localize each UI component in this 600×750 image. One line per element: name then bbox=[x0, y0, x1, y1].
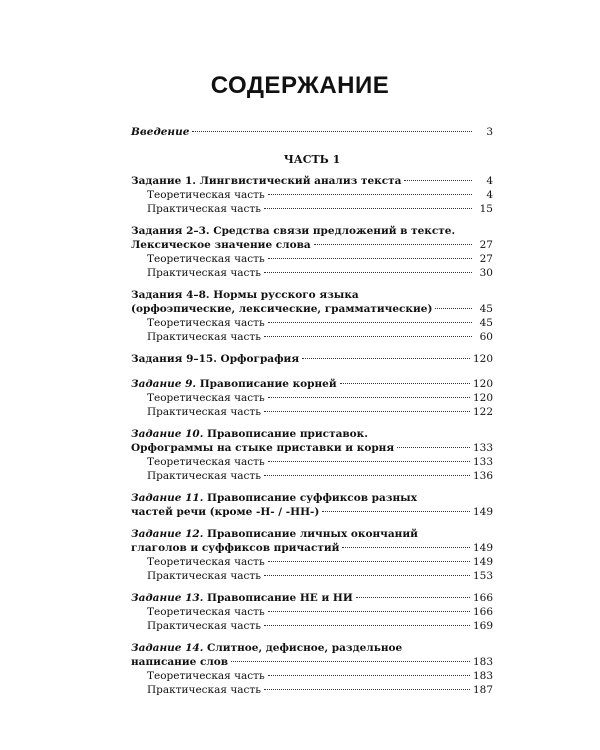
page-number: 133 bbox=[472, 456, 493, 468]
toc-entry-title-line bbox=[131, 641, 493, 655]
dot-leader bbox=[264, 411, 470, 412]
toc-subentry-theory[interactable] bbox=[131, 555, 493, 569]
toc-entry-title-line bbox=[131, 427, 493, 441]
dot-leader bbox=[264, 336, 472, 337]
toc-entry-title: Правописание приставок. bbox=[207, 428, 368, 440]
toc-entry-title: Лексическое значение слова bbox=[131, 239, 311, 251]
page-number: 183 bbox=[472, 656, 493, 668]
page-number: 15 bbox=[479, 203, 493, 215]
toc-subentry-label: Теоретическая часть bbox=[147, 392, 265, 404]
toc-entry-task-11[interactable] bbox=[131, 505, 493, 519]
toc-entry-task-12[interactable] bbox=[131, 541, 493, 555]
dot-leader bbox=[192, 131, 472, 132]
dot-leader bbox=[264, 625, 470, 626]
toc-subentry-practice[interactable] bbox=[131, 202, 493, 216]
dot-leader bbox=[435, 308, 472, 309]
dot-leader bbox=[340, 383, 470, 384]
toc-subentry-label: Теоретическая часть bbox=[147, 317, 265, 329]
dot-leader bbox=[342, 547, 470, 548]
toc-entry-title: (орфоэпические, лексические, грамматические) bbox=[131, 303, 433, 315]
dot-leader bbox=[268, 611, 470, 612]
dot-leader bbox=[264, 208, 472, 209]
toc-subentry-label: Практическая часть bbox=[147, 620, 261, 632]
toc-entry-task-13[interactable] bbox=[131, 591, 493, 605]
dot-leader bbox=[322, 511, 470, 512]
toc-subentry-label: Практическая часть bbox=[147, 267, 261, 279]
task-number: Задание 9. bbox=[131, 378, 197, 390]
dot-leader bbox=[264, 575, 470, 576]
toc-entry-title: Задание 1. Лингвистический анализ текста bbox=[131, 175, 402, 187]
toc-entry-tasks-2-3[interactable] bbox=[131, 238, 493, 252]
page-number: 4 bbox=[486, 175, 493, 187]
page-number: 149 bbox=[472, 506, 493, 518]
toc-entry-title: Введение bbox=[131, 126, 190, 138]
toc-entry-tasks-4-8[interactable] bbox=[131, 302, 493, 316]
dot-leader bbox=[268, 561, 470, 562]
toc-subentry-label: Теоретическая часть bbox=[147, 670, 265, 682]
toc-subentry-label: Теоретическая часть bbox=[147, 253, 265, 265]
page-number: 27 bbox=[479, 253, 493, 265]
toc-subentry-label: Практическая часть bbox=[147, 203, 261, 215]
dot-leader bbox=[268, 322, 472, 323]
page-number: 45 bbox=[479, 317, 493, 329]
dot-leader bbox=[268, 461, 470, 462]
dot-leader bbox=[264, 272, 472, 273]
toc-subentry-theory[interactable] bbox=[131, 669, 493, 683]
toc-entry-title-line: Задания 4–8. Нормы русского языка bbox=[131, 289, 359, 301]
page-number: 60 bbox=[479, 331, 493, 343]
toc-entry-title: Правописание суффиксов разных bbox=[207, 492, 417, 504]
page-number: 120 bbox=[472, 353, 493, 365]
page-number: 120 bbox=[472, 378, 493, 390]
toc-subentry-practice[interactable] bbox=[131, 469, 493, 483]
toc-entry-introduction[interactable] bbox=[131, 125, 493, 139]
task-number: Задание 13. bbox=[131, 592, 204, 604]
toc-entry-task-9[interactable] bbox=[131, 377, 493, 391]
page-number: 133 bbox=[472, 442, 493, 454]
dot-leader bbox=[268, 194, 472, 195]
toc-subentry-theory[interactable] bbox=[131, 188, 493, 202]
toc-entry-title: Правописание НЕ и НИ bbox=[207, 592, 353, 604]
dot-leader bbox=[356, 597, 470, 598]
toc-entry-task-14[interactable] bbox=[131, 655, 493, 669]
toc-subentry-practice[interactable] bbox=[131, 330, 493, 344]
dot-leader bbox=[264, 689, 470, 690]
page-number: 149 bbox=[472, 556, 493, 568]
toc-entry-title: Задания 9–15. Орфография bbox=[131, 353, 300, 365]
task-number: Задание 11. bbox=[131, 492, 204, 504]
page-number: 149 bbox=[472, 542, 493, 554]
toc-entry-task-1[interactable] bbox=[131, 174, 493, 188]
toc-subentry-label: Практическая часть bbox=[147, 470, 261, 482]
toc-subentry-label: Практическая часть bbox=[147, 684, 261, 696]
page-number: 4 bbox=[486, 189, 493, 201]
toc-subentry-practice[interactable] bbox=[131, 569, 493, 583]
toc-subentry-label: Теоретическая часть bbox=[147, 606, 265, 618]
page-number: 27 bbox=[479, 239, 493, 251]
toc-subentry-label: Практическая часть bbox=[147, 331, 261, 343]
dot-leader bbox=[231, 661, 470, 662]
toc-subentry-practice[interactable] bbox=[131, 619, 493, 633]
toc-subentry-label: Теоретическая часть bbox=[147, 556, 265, 568]
dot-leader bbox=[397, 447, 470, 448]
toc-entry-tasks-9-15[interactable] bbox=[131, 352, 493, 366]
toc-subentry-theory[interactable] bbox=[131, 455, 493, 469]
page-number: 169 bbox=[472, 620, 493, 632]
toc-entry-title-line: Задания 2–3. Средства связи предложений в тексте. bbox=[131, 225, 456, 237]
task-number: Задание 10. bbox=[131, 428, 204, 440]
toc-entry-title: Правописание корней bbox=[199, 378, 337, 390]
page-number: 120 bbox=[472, 392, 493, 404]
dot-leader bbox=[268, 397, 470, 398]
page-number: 153 bbox=[472, 570, 493, 582]
page-number: 30 bbox=[479, 267, 493, 279]
toc-subentry-label: Теоретическая часть bbox=[147, 456, 265, 468]
toc-entry-title-line bbox=[131, 527, 493, 541]
toc-entry-title: Слитное, дефисное, раздельное bbox=[207, 642, 403, 654]
page-number: 166 bbox=[472, 592, 493, 604]
toc-entry-title: глаголов и суффиксов причастий bbox=[131, 542, 340, 554]
dot-leader bbox=[314, 244, 472, 245]
page-number: 187 bbox=[472, 684, 493, 696]
task-number: Задание 12. bbox=[131, 528, 204, 540]
toc-entry-task-10[interactable] bbox=[131, 441, 493, 455]
dot-leader bbox=[264, 475, 470, 476]
toc-subentry-theory[interactable] bbox=[131, 605, 493, 619]
toc-subentry-practice[interactable] bbox=[131, 683, 493, 697]
toc-entry-title: Правописание личных окончаний bbox=[207, 528, 418, 540]
dot-leader bbox=[302, 358, 470, 359]
page-number: 166 bbox=[472, 606, 493, 618]
part-heading: ЧАСТЬ 1 bbox=[283, 153, 341, 166]
dot-leader bbox=[268, 258, 472, 259]
toc-subentry-theory[interactable] bbox=[131, 252, 493, 266]
toc-subentry-label: Практическая часть bbox=[147, 570, 261, 582]
toc-entry-title: частей речи (кроме -Н- / -НН-) bbox=[131, 506, 320, 518]
toc-entry-title: Орфограммы на стыке приставки и корня bbox=[131, 442, 395, 454]
toc-subentry-label: Теоретическая часть bbox=[147, 189, 265, 201]
page-title: СОДЕРЖАНИЕ bbox=[210, 72, 390, 99]
toc-entry-title-line bbox=[131, 491, 493, 505]
dot-leader bbox=[404, 180, 472, 181]
page-number: 45 bbox=[479, 303, 493, 315]
toc-subentry-practice[interactable] bbox=[131, 266, 493, 280]
page-number: 122 bbox=[472, 406, 493, 418]
dot-leader bbox=[268, 675, 470, 676]
toc-subentry-theory[interactable] bbox=[131, 391, 493, 405]
task-number: Задание 14. bbox=[131, 642, 204, 654]
page-number: 136 bbox=[472, 470, 493, 482]
toc-subentry-practice[interactable] bbox=[131, 405, 493, 419]
toc-entry-title: написание слов bbox=[131, 656, 229, 668]
page-number: 3 bbox=[486, 126, 493, 138]
page-number: 183 bbox=[472, 670, 493, 682]
toc-subentry-theory[interactable] bbox=[131, 316, 493, 330]
toc-subentry-label: Практическая часть bbox=[147, 406, 261, 418]
